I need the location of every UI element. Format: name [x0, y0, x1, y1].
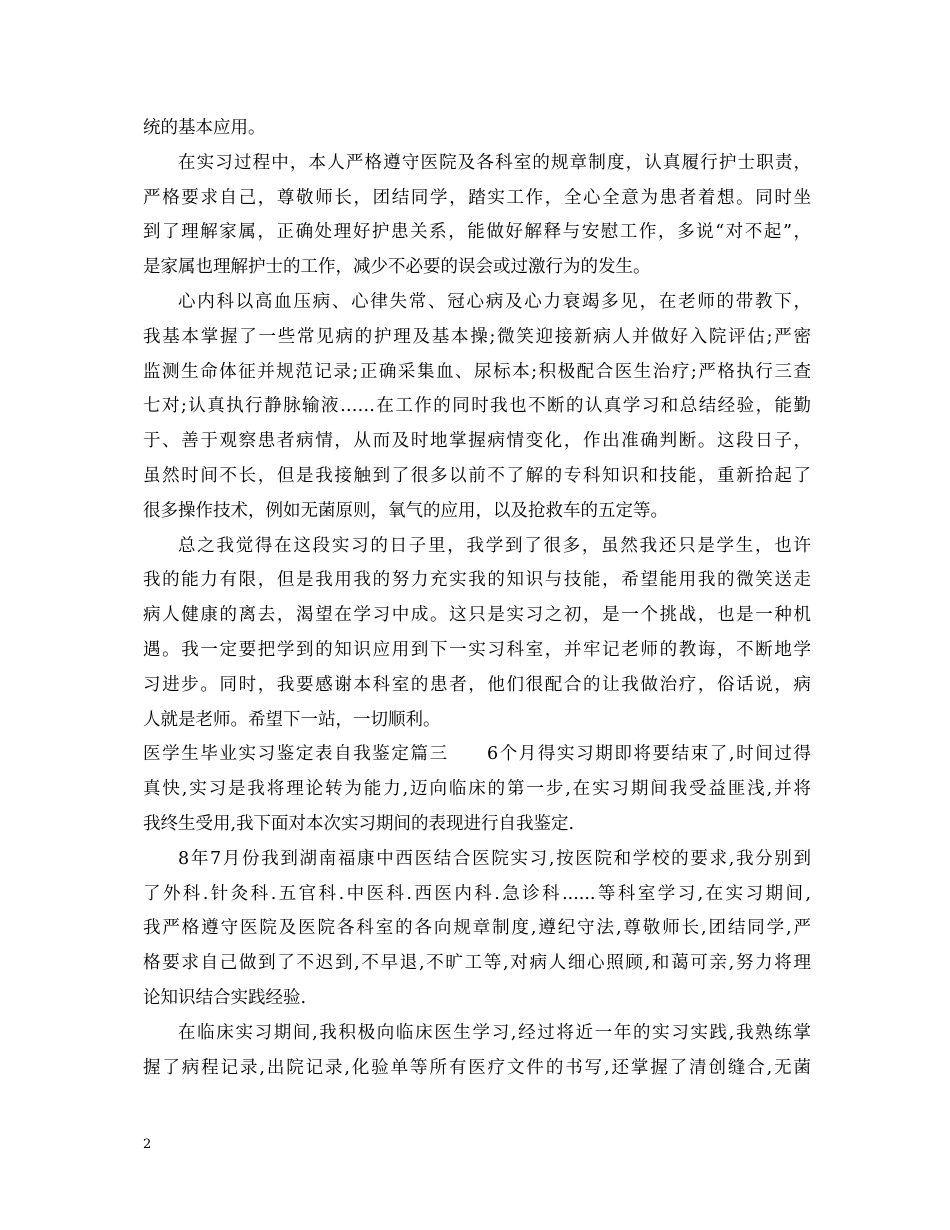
- text-line: 习进步。同时，我要感谢本科室的患者，他们很配合的让我做治疗，俗话说，病: [143, 674, 811, 695]
- text-line: 心内科以高血压病、心律失常、冠心病及心力衰竭多见，在老师的带教下，: [178, 291, 811, 312]
- text-line: 我基本掌握了一些常见病的护理及基本操;微笑迎接新病人并做好入院评估;严密: [143, 326, 811, 347]
- document-body: [143, 111, 811, 1085]
- text-line: 我终生受用,我下面对本次实习期间的表现进行自我鉴定.: [143, 813, 575, 834]
- text-line: 总之我觉得在这段实习的日子里，我学到了很多，虽然我还只是学生，也许: [178, 535, 811, 556]
- text-line: 8年7月份我到湖南福康中西医结合医院实习,按医院和学校的要求,我分别到: [178, 848, 811, 869]
- text-line: 七对;认真执行静脉输液……在工作的同时我也不断的认真学习和总结经验，能勤: [143, 396, 811, 417]
- text-line: 到了理解家属，正确处理好护患关系，能做好解释与安慰工作，多说“对不起”，: [143, 222, 811, 243]
- text-line: 病人健康的离去，渴望在学习中成。这只是实习之初，是一个挑战，也是一种机: [143, 605, 811, 626]
- text-line: 人就是老师。希望下一站，一切顺利。: [143, 709, 441, 730]
- text-line: 医学生毕业实习鉴定表自我鉴定篇三 6个月得实习期即将要结束了,时间过得: [143, 744, 811, 765]
- text-line: 虽然时间不长，但是我接触到了很多以前不了解的专科知识和技能，重新拾起了: [143, 465, 811, 486]
- text-line: 在临床实习期间,我积极向临床医生学习,经过将近一年的实习实践,我熟练掌: [178, 1022, 811, 1043]
- text-line: 遇。我一定要把学到的知识应用到下一实习科室，并牢记老师的教诲，不断地学: [143, 639, 811, 660]
- text-line: 统的基本应用。: [143, 118, 266, 138]
- text-line: 很多操作技术，例如无菌原则，氧气的应用，以及抢救车的五定等。: [143, 500, 668, 521]
- text-line: 论知识结合实践经验.: [143, 987, 307, 1008]
- text-line: 监测生命体征并规范记录;正确采集血、尿标本;积极配合医生治疗;严格执行三查: [143, 361, 811, 382]
- text-line: 我严格遵守医院及医院各科室的各向规章制度,遵纪守法,尊敬师长,团结同学,严: [143, 918, 811, 939]
- page-number: 2: [143, 1137, 152, 1152]
- text-line: 了外科.针灸科.五官科.中医科.西医内科.急诊科......等科室学习,在实习期间,: [143, 883, 811, 904]
- text-line: 格要求自己做到了不迟到,不早退,不旷工等,对病人细心照顾,和蔼可亲,努力将理: [143, 953, 811, 974]
- text-line: 严格要求自己，尊敬师长，团结同学，踏实工作，全心全意为患者着想。同时坐: [143, 187, 811, 208]
- text-line: 于、善于观察患者病情，从而及时地掌握病情变化，作出准确判断。这段日子，: [143, 431, 811, 452]
- text-line: 真快,实习是我将理论转为能力,迈向临床的第一步,在实习期间我受益匪浅,并将: [143, 779, 811, 800]
- text-line: 握了病程记录,出院记录,化验单等所有医疗文件的书写,还掌握了清创缝合,无菌: [143, 1057, 811, 1078]
- text-line: 是家属也理解护士的工作，减少不必要的误会或过激行为的发生。: [143, 257, 651, 278]
- text-line: 在实习过程中，本人严格遵守医院及各科室的规章制度，认真履行护士职责，: [178, 152, 811, 173]
- text-line: 我的能力有限，但是我用我的努力充实我的知识与技能，希望能用我的微笑送走: [143, 570, 811, 591]
